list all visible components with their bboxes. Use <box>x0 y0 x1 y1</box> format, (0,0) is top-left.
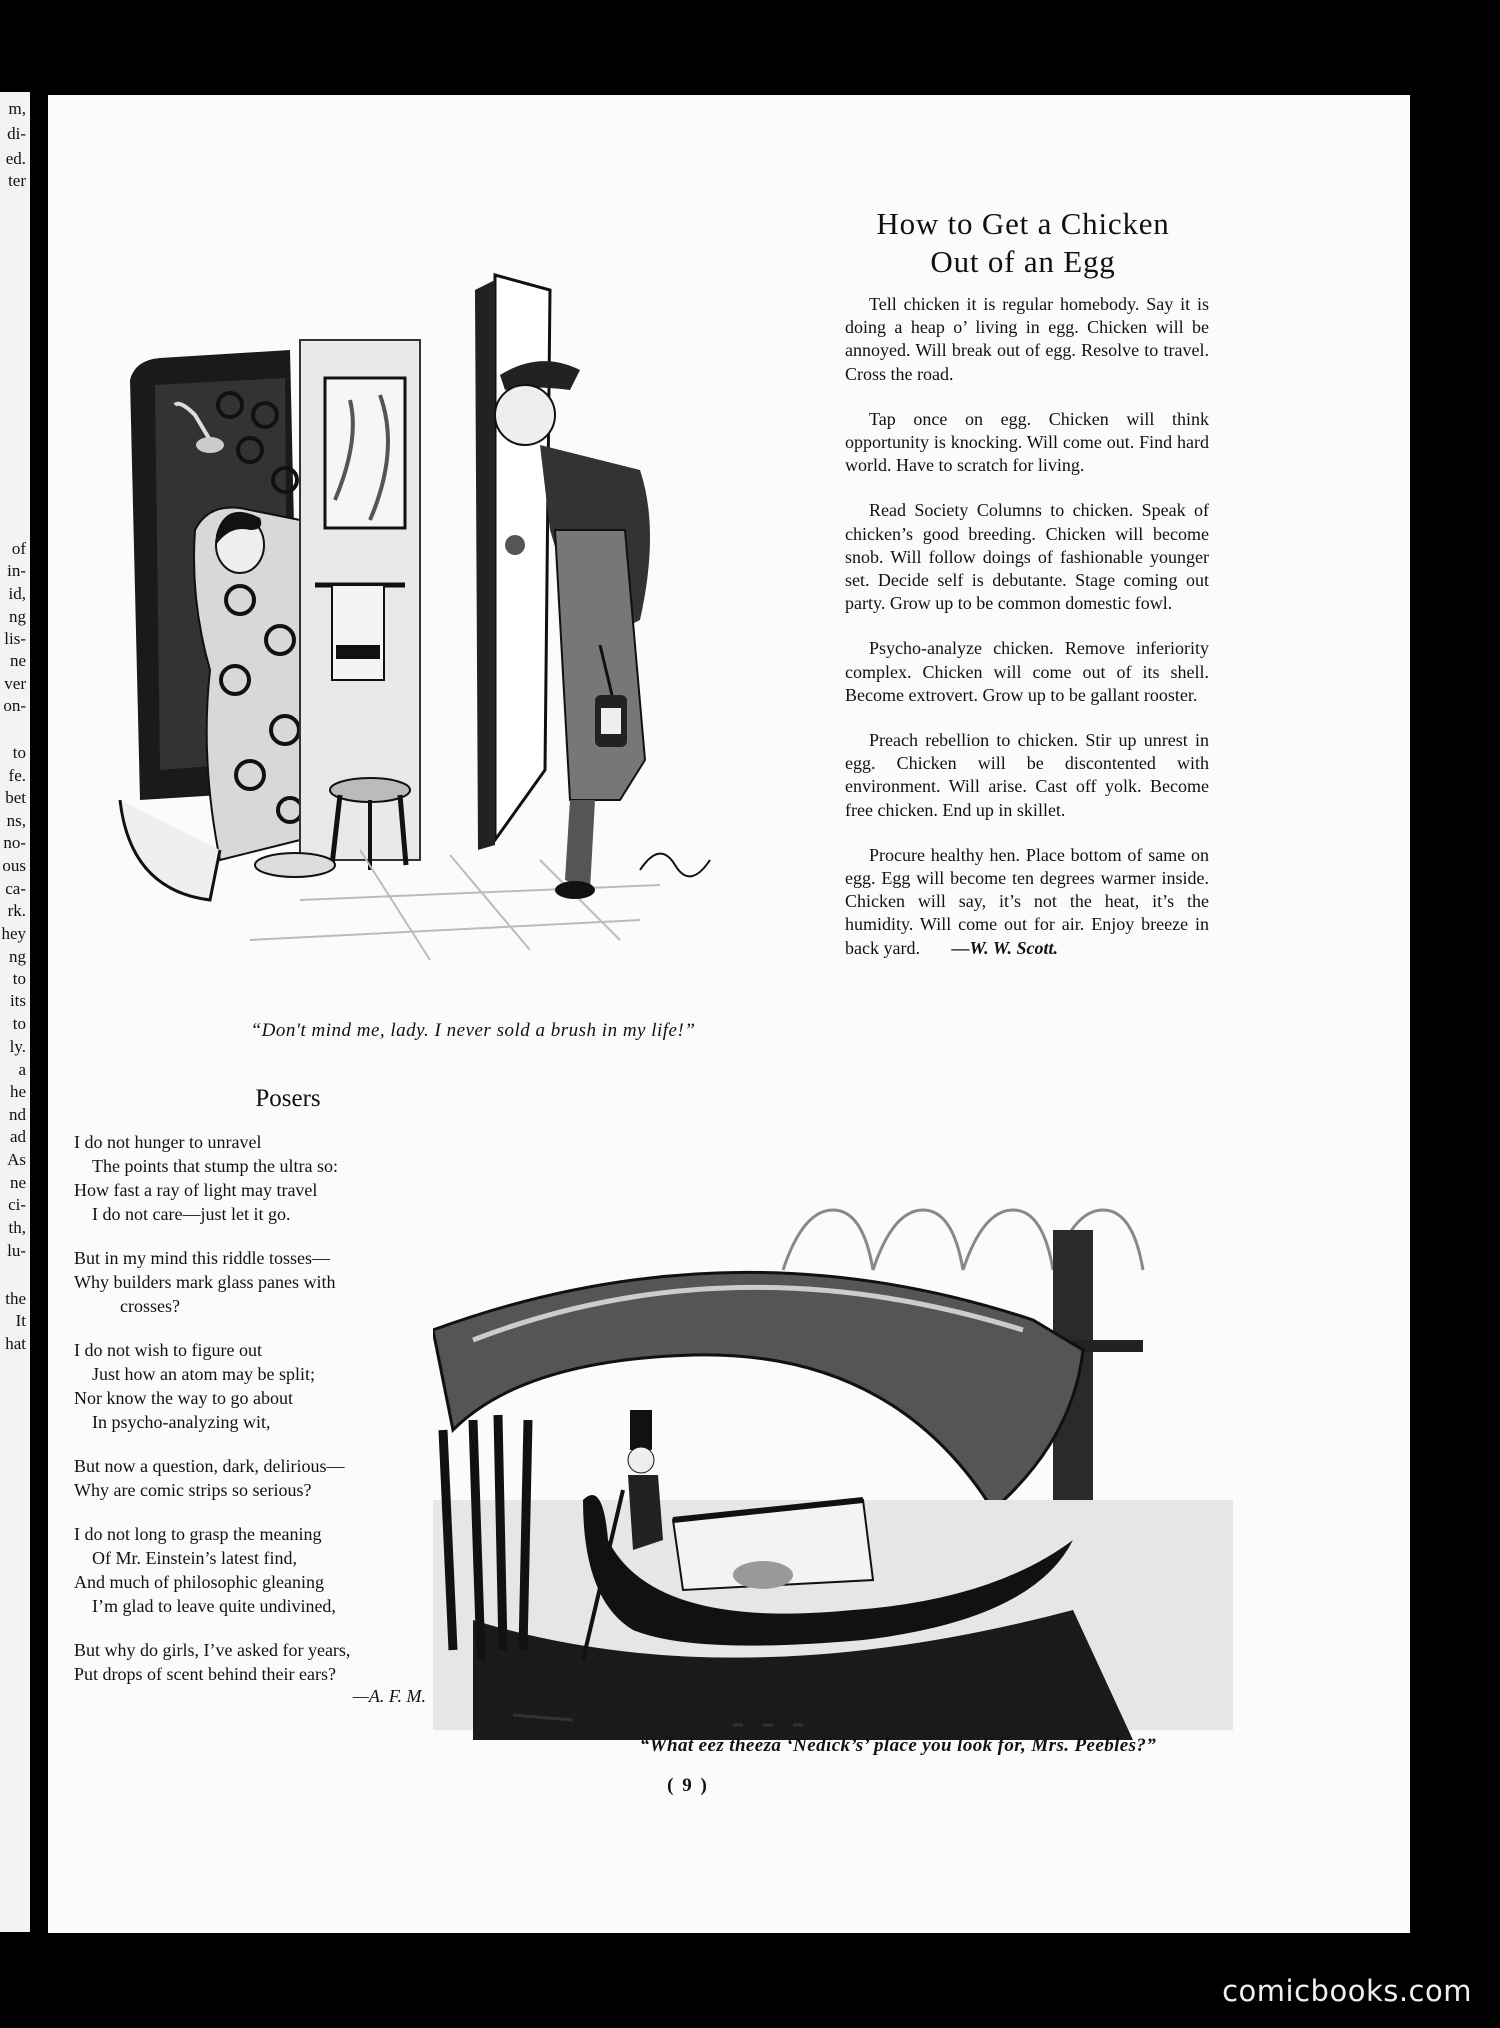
previous-page-fragment: rk. <box>7 901 26 920</box>
previous-page-fragment: ng <box>9 607 26 626</box>
poem-stanza <box>74 1338 454 1434</box>
previous-page-fragment: no- <box>3 833 26 852</box>
previous-page-fragment: ver <box>4 674 26 693</box>
previous-page-edge <box>0 92 30 1932</box>
previous-page-fragment: a <box>18 1060 26 1079</box>
article-last-text: Procure healthy hen. Place bottom of same on egg. Egg will become ten degrees warmer inside. Chicken will say, it’s not the heat, it’s the humidity. Will come out for air. Enjoy breeze in back yard. <box>845 844 1209 958</box>
page-number: ( 9 ) <box>667 1775 709 1796</box>
watermark: comicbooks.com <box>1222 1974 1472 2008</box>
previous-page-fragment: di- <box>7 124 26 143</box>
poem-byline: —A. F. M. <box>352 1686 426 1706</box>
previous-page-fragment: lu- <box>7 1241 26 1260</box>
previous-page-fragment: ci- <box>8 1195 26 1214</box>
poem-line: But in my mind this riddle tosses— <box>74 1248 331 1268</box>
article-paragraph: Tap once on egg. Chicken will think opportunity is knocking. Will come out. Find hard world. Have to scratch for living. <box>845 408 1209 476</box>
previous-page-fragment: on- <box>3 696 26 715</box>
article-paragraph: Tell chicken it is regular homebody. Say it is doing a heap o’ living in egg. Chicken will be annoyed. Will break out of egg. Resolve to travel. Cross the road. <box>845 294 1209 384</box>
poem-stanza <box>74 1522 454 1618</box>
article-body <box>845 293 1209 982</box>
previous-page-fragment: hat <box>5 1334 26 1353</box>
poem-line: I’m glad to leave quite undivined, <box>92 1596 336 1616</box>
article-title-line-2: Out of an Egg <box>930 244 1116 279</box>
previous-page-fragment: to <box>12 743 26 762</box>
poem-line: But why do girls, I’ve asked for years, <box>74 1640 351 1660</box>
poem-line: Put drops of scent behind their ears? <box>74 1664 336 1684</box>
previous-page-fragment: ous <box>2 856 26 875</box>
poem-body <box>74 1130 454 1708</box>
previous-page-fragment: ne <box>9 651 26 670</box>
poem-line: The points that stump the ultra so: <box>92 1156 338 1176</box>
article-paragraph: Psycho-analyze chicken. Remove inferiority complex. Chicken will come out of its shell. Become extrovert. Grow up to be gallant rooster. <box>845 638 1209 705</box>
previous-page-fragment: ad <box>9 1127 26 1146</box>
poem-stanza <box>74 1638 454 1686</box>
poem-line: Just how an atom may be split; <box>92 1364 315 1384</box>
previous-page-fragment: hey <box>1 924 26 943</box>
poem-line: How fast a ray of light may travel <box>74 1180 318 1200</box>
previous-page-fragment: its <box>9 991 26 1010</box>
previous-page-fragment: ly. <box>9 1037 26 1056</box>
gondola-cartoon-caption: “What eez theeza ‘Nedick’s’ place you look for, Mrs. Peebles?” <box>639 1735 1157 1756</box>
poem-line: I do not care—just let it go. <box>92 1204 291 1224</box>
poem-line: crosses? <box>120 1296 180 1316</box>
shower-cartoon-caption: “Don't mind me, lady. I never sold a brush in my life!” <box>250 1020 696 1041</box>
poem-line: But now a question, dark, delirious— <box>74 1456 345 1476</box>
previous-page-fragment: m, <box>8 99 26 118</box>
poem-stanza <box>74 1454 454 1502</box>
poem-line: Of Mr. Einstein’s latest find, <box>92 1548 297 1568</box>
article-byline: —W. W. Scott. <box>951 937 1058 958</box>
gondola-cartoon-illustration <box>433 1180 1233 1770</box>
previous-page-fragment: lis- <box>4 629 26 648</box>
previous-page-fragment: ca- <box>5 879 26 898</box>
shower-cartoon-illustration <box>100 200 860 1080</box>
previous-page-fragment: ns, <box>6 811 26 830</box>
article-paragraph: Preach rebellion to chicken. Stir up unrest in egg. Chicken will be discontented with environment. Will arise. Cast off yolk. Become free chicken. End up in skillet. <box>845 730 1209 820</box>
previous-page-fragment: bet <box>5 788 26 807</box>
article-paragraph-last <box>845 844 1209 960</box>
previous-page-fragment: he <box>9 1082 26 1101</box>
poem-line: And much of philosophic gleaning <box>74 1572 324 1592</box>
previous-page-fragment: ter <box>8 171 26 190</box>
previous-page-fragment: ed. <box>5 149 26 168</box>
magazine-page <box>48 95 1410 1933</box>
previous-page-fragment: fe. <box>8 766 26 785</box>
poem-stanza <box>74 1246 454 1318</box>
poem-title: Posers <box>255 1085 321 1112</box>
previous-page-fragment: to <box>12 969 26 988</box>
previous-page-fragment: ne <box>9 1173 26 1192</box>
article-title-line-1: How to Get a Chicken <box>876 206 1170 241</box>
poem-line: Why are comic strips so serious? <box>74 1480 312 1500</box>
poem-line: I do not long to grasp the meaning <box>74 1524 322 1544</box>
previous-page-fragment: to <box>12 1014 26 1033</box>
poem-line: Nor know the way to go about <box>74 1388 293 1408</box>
poem-line: I do not hunger to unravel <box>74 1132 262 1152</box>
poem-line: Why builders mark glass panes with <box>74 1272 336 1292</box>
poem-line: In psycho-analyzing wit, <box>92 1412 271 1432</box>
article-title <box>803 205 1243 281</box>
poem-line: I do not wish to figure out <box>74 1340 262 1360</box>
article-paragraph: Read Society Columns to chicken. Speak of chicken’s good breeding. Chicken will become snob. Will follow doings of fashionable younger set. Decide self is debutante. Stage coming out party. Grow up to be common domestic fowl. <box>845 500 1209 614</box>
previous-page-fragment: in- <box>7 561 26 580</box>
previous-page-fragment: As <box>7 1150 26 1169</box>
previous-page-fragment: ng <box>9 947 26 966</box>
poem-stanza <box>74 1130 454 1226</box>
previous-page-fragment: id, <box>8 584 26 603</box>
previous-page-fragment: It <box>15 1311 26 1330</box>
previous-page-fragment: th, <box>8 1218 26 1237</box>
previous-page-fragment: of <box>11 539 26 558</box>
previous-page-fragment: the <box>5 1289 26 1308</box>
previous-page-fragment: nd <box>9 1105 26 1124</box>
